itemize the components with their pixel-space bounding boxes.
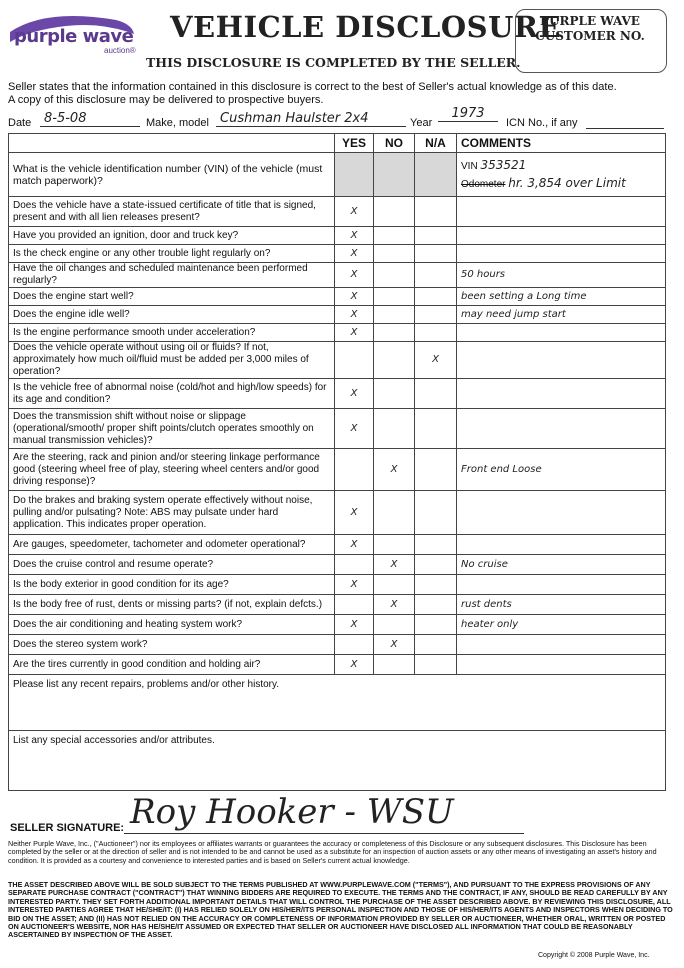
no-checkbox[interactable] bbox=[374, 197, 415, 227]
yes-header: YES bbox=[335, 134, 374, 153]
table-row bbox=[9, 263, 666, 288]
na-checkbox[interactable] bbox=[415, 245, 457, 263]
no-checkbox[interactable] bbox=[374, 227, 415, 245]
table-row bbox=[9, 409, 666, 449]
na-checkbox[interactable] bbox=[415, 306, 457, 324]
repairs-cell[interactable] bbox=[9, 675, 666, 731]
no-checkbox[interactable] bbox=[374, 324, 415, 342]
question-text: Does the cruise control and resume operate? bbox=[9, 555, 335, 575]
yes-checkbox[interactable]: X bbox=[335, 227, 374, 245]
question-text: Does the transmission shift without noise or slippage (operational/smooth/ proper shift points/clutch operates smoothly on manual transmission vehicles)? bbox=[9, 409, 335, 449]
repairs-label: Please list any recent repairs, problems and/or other history. bbox=[13, 679, 280, 690]
make-label: Make, model bbox=[146, 117, 209, 129]
disclaimer-text: Neither Purple Wave, Inc., ("Auctioneer") nor its employees or affiliates warrants or guarantees the accuracy or completeness of this Disclosure or any subsequent disclosures. This Disclosure has been completed by the seller or at the direction of seller and is not intended to be and cannot be used as a substitute for an inspection of auction assets or any other means of investigating an asset's history and condition. It is provided as a courtesy and convenience to interested parties and is based on Seller's current actual knowledge. bbox=[8, 839, 657, 865]
shaded-cell bbox=[415, 153, 457, 197]
na-checkbox[interactable] bbox=[415, 197, 457, 227]
table-row bbox=[9, 575, 666, 595]
vin-label: VIN bbox=[461, 160, 478, 172]
na-checkbox[interactable] bbox=[415, 449, 457, 491]
question-text: Are the steering, rack and pinion and/or steering linkage performance good (steering wheel free of play, steering wheel centers and/or good driving response)? bbox=[9, 449, 335, 491]
year-field[interactable]: 1973 bbox=[438, 106, 498, 122]
year-label: Year bbox=[410, 117, 433, 129]
date-label: Date bbox=[8, 117, 32, 129]
yes-checkbox[interactable]: X bbox=[335, 288, 374, 306]
signature-label: SELLER SIGNATURE: bbox=[10, 822, 125, 834]
question-text: Does the air conditioning and heating system work? bbox=[9, 615, 335, 635]
na-checkbox[interactable] bbox=[415, 615, 457, 635]
na-checkbox[interactable] bbox=[415, 263, 457, 288]
na-checkbox[interactable] bbox=[415, 288, 457, 306]
make-model-field[interactable]: Cushman Haulster 2x4 bbox=[216, 111, 406, 127]
no-header: NO bbox=[374, 134, 415, 153]
no-checkbox[interactable] bbox=[374, 491, 415, 535]
vin-question: What is the vehicle identification number (VIN) of the vehicle (must match paperwork)? bbox=[9, 153, 335, 197]
no-checkbox[interactable] bbox=[374, 655, 415, 675]
yes-checkbox[interactable]: X bbox=[335, 379, 374, 409]
na-checkbox[interactable]: X bbox=[415, 342, 457, 379]
comment-field[interactable] bbox=[457, 535, 666, 555]
table-row bbox=[9, 595, 666, 615]
comment-field[interactable] bbox=[457, 655, 666, 675]
repairs-row bbox=[9, 675, 666, 731]
no-checkbox[interactable]: X bbox=[374, 635, 415, 655]
table-row bbox=[9, 535, 666, 555]
comment-field[interactable] bbox=[457, 491, 666, 535]
terms-text: THE ASSET DESCRIBED ABOVE WILL BE SOLD SUBJECT TO THE TERMS PUBLISHED AT WWW.PURPLEWAVE.COM ("TERMS"), AND PURSUANT TO THE EXPRESS PROVISIONS OF ANY SEPARATE PURCHASE CONTRACT ("CONTRACT") THAT WINNING BIDDERS ARE REQUIRED TO EXECUTE. THE TERMS AND THE CONTRACT, IF ANY, SHOULD BE READ CAREFULLY BY ANY INTERESTED PARTY. THEY SET FORTH ADDITIONAL IMPORTANT DETAILS THAT WILL CONTROL THE PURCHASE OF THE ASSET DESCRIBED ABOVE. BY REVIEWING THIS DISCLOSURE, ALL INTERESTED PARTIES AGREE THAT HE/SHE/IT: (I) HAS RELIED SOLELY ON HIS/HER/ITS PERSONAL INSPECTION AND THOSE OF HIS/HER/ITS AGENTS AND INSPECTORS WHEN DECIDING TO BID ON THE ASSET; AND (II) HAS NOT RELIED ON THE ACCURACY OR COMPLETENESS OF INFORMATION PROVIDED BY SELLER OR AUCTIONEER, WHETHER ORAL, WRITTEN OR POSTED ON AUCTIONEER'S WEBSITE, NOR HAS HE/SHE/IT ASSUMED OR EXPECTED THAT SELLER OR AUCTIONEER HAVE DISCLOSED ALL INFORMATION THAT COULD BE REASONABLY ASCERTAINED BY INSPECTION OF THE ASSET. bbox=[8, 880, 673, 940]
table-row bbox=[9, 491, 666, 535]
question-text: Is the engine performance smooth under acceleration? bbox=[9, 324, 335, 342]
question-text: Does the engine idle well? bbox=[9, 306, 335, 324]
vin-comments[interactable] bbox=[457, 153, 666, 197]
na-checkbox[interactable] bbox=[415, 379, 457, 409]
signature-line bbox=[124, 833, 524, 834]
question-text: Does the vehicle operate without using oil or fluids? If not, approximately how much oil/fluid must be added per 3,000 miles of operation? bbox=[9, 342, 335, 379]
accessories-row bbox=[9, 731, 666, 791]
odometer-label: Odometer bbox=[461, 178, 506, 190]
customer-number-label: PURPLE WAVE CUSTOMER NO. bbox=[535, 14, 645, 43]
comment-field[interactable]: heater only bbox=[457, 615, 666, 635]
no-checkbox[interactable] bbox=[374, 409, 415, 449]
table-row bbox=[9, 379, 666, 409]
no-checkbox[interactable]: X bbox=[374, 595, 415, 615]
comment-field[interactable] bbox=[457, 227, 666, 245]
na-checkbox[interactable] bbox=[415, 635, 457, 655]
accessories-label: List any special accessories and/or attributes. bbox=[13, 735, 215, 746]
no-checkbox[interactable] bbox=[374, 535, 415, 555]
comment-field[interactable] bbox=[457, 342, 666, 379]
accessories-cell[interactable] bbox=[9, 731, 666, 791]
na-header: N/A bbox=[415, 134, 457, 153]
question-header bbox=[9, 134, 335, 153]
yes-checkbox[interactable]: X bbox=[335, 324, 374, 342]
na-checkbox[interactable] bbox=[415, 324, 457, 342]
comment-field[interactable]: may need jump start bbox=[457, 306, 666, 324]
yes-checkbox[interactable]: X bbox=[335, 409, 374, 449]
table-row bbox=[9, 635, 666, 655]
copyright: Copyright © 2008 Purple Wave, Inc. bbox=[538, 952, 650, 959]
yes-checkbox[interactable]: X bbox=[335, 575, 374, 595]
date-field[interactable]: 8-5-08 bbox=[40, 111, 140, 127]
icn-label: ICN No., if any bbox=[506, 117, 578, 129]
question-text: Is the vehicle free of abnormal noise (cold/hot and high/low speeds) for its age and condition? bbox=[9, 379, 335, 409]
yes-checkbox[interactable]: X bbox=[335, 306, 374, 324]
comment-field[interactable] bbox=[457, 379, 666, 409]
no-checkbox[interactable] bbox=[374, 306, 415, 324]
yes-checkbox[interactable]: X bbox=[335, 245, 374, 263]
table-row bbox=[9, 306, 666, 324]
yes-checkbox[interactable] bbox=[335, 635, 374, 655]
na-checkbox[interactable] bbox=[415, 227, 457, 245]
question-text: Have the oil changes and scheduled maintenance been performed regularly? bbox=[9, 263, 335, 288]
comment-field[interactable]: Front end Loose bbox=[457, 449, 666, 491]
table-row bbox=[9, 245, 666, 263]
table-row bbox=[9, 615, 666, 635]
yes-checkbox[interactable]: X bbox=[335, 197, 374, 227]
no-checkbox[interactable] bbox=[374, 379, 415, 409]
question-text: Are gauges, speedometer, tachometer and odometer operational? bbox=[9, 535, 335, 555]
shaded-cell bbox=[374, 153, 415, 197]
table-row bbox=[9, 227, 666, 245]
na-checkbox[interactable] bbox=[415, 575, 457, 595]
yes-checkbox[interactable]: X bbox=[335, 263, 374, 288]
shaded-cell bbox=[335, 153, 374, 197]
table-row bbox=[9, 342, 666, 379]
table-header bbox=[9, 134, 666, 153]
logo-subtext: auction® bbox=[104, 46, 136, 55]
table-row bbox=[9, 449, 666, 491]
yes-checkbox[interactable] bbox=[335, 342, 374, 379]
na-checkbox[interactable] bbox=[415, 655, 457, 675]
comment-field[interactable] bbox=[457, 635, 666, 655]
table-row bbox=[9, 197, 666, 227]
no-checkbox[interactable] bbox=[374, 263, 415, 288]
table-row bbox=[9, 324, 666, 342]
comment-field[interactable]: No cruise bbox=[457, 555, 666, 575]
yes-checkbox[interactable]: X bbox=[335, 615, 374, 635]
question-text: Do the brakes and braking system operate effectively without noise, pulling and/or pulsating? Note: ABS may pulsate under hard application. This indicates proper operation. bbox=[9, 491, 335, 535]
no-checkbox[interactable]: X bbox=[374, 555, 415, 575]
table-row bbox=[9, 288, 666, 306]
na-checkbox[interactable] bbox=[415, 409, 457, 449]
question-text: Does the stereo system work? bbox=[9, 635, 335, 655]
yes-checkbox[interactable] bbox=[335, 555, 374, 575]
yes-checkbox[interactable]: X bbox=[335, 535, 374, 555]
no-checkbox[interactable] bbox=[374, 615, 415, 635]
odometer-value[interactable]: hr. 3,854 over Limit bbox=[508, 175, 626, 190]
na-checkbox[interactable] bbox=[415, 555, 457, 575]
question-text: Is the check engine or any other trouble light regularly on? bbox=[9, 245, 335, 263]
yes-checkbox[interactable] bbox=[335, 595, 374, 615]
comment-field[interactable]: been setting a Long time bbox=[457, 288, 666, 306]
intro-text: Seller states that the information contained in this disclosure is correct to the best of Seller's actual knowledge as of this date. A copy of this disclosure may be delivered to prospective buyers. bbox=[8, 81, 617, 106]
na-checkbox[interactable] bbox=[415, 491, 457, 535]
seller-signature[interactable]: Roy Hooker - WSU bbox=[130, 792, 454, 832]
na-checkbox[interactable] bbox=[415, 595, 457, 615]
comment-field[interactable]: 50 hours bbox=[457, 263, 666, 288]
vin-value[interactable]: 353521 bbox=[480, 157, 527, 172]
question-text: Is the body exterior in good condition for its age? bbox=[9, 575, 335, 595]
yes-checkbox[interactable] bbox=[335, 449, 374, 491]
no-checkbox[interactable] bbox=[374, 245, 415, 263]
yes-checkbox[interactable]: X bbox=[335, 491, 374, 535]
comment-field[interactable] bbox=[457, 197, 666, 227]
question-text: Does the vehicle have a state-issued certificate of title that is signed, present and with all lien releases present? bbox=[9, 197, 335, 227]
question-text: Have you provided an ignition, door and truck key? bbox=[9, 227, 335, 245]
page-subtitle: THIS DISCLOSURE IS COMPLETED BY THE SELLER. bbox=[146, 55, 521, 70]
table-row bbox=[9, 555, 666, 575]
no-checkbox[interactable]: X bbox=[374, 449, 415, 491]
no-checkbox[interactable] bbox=[374, 288, 415, 306]
comment-field[interactable] bbox=[457, 324, 666, 342]
comment-field[interactable] bbox=[457, 245, 666, 263]
disclosure-table bbox=[8, 133, 666, 791]
icn-field[interactable] bbox=[586, 128, 664, 129]
page-title: VEHICLE DISCLOSURE bbox=[170, 10, 562, 44]
question-text: Are the tires currently in good condition and holding air? bbox=[9, 655, 335, 675]
comment-field[interactable] bbox=[457, 575, 666, 595]
comment-field[interactable]: rust dents bbox=[457, 595, 666, 615]
na-checkbox[interactable] bbox=[415, 535, 457, 555]
question-text: Does the engine start well? bbox=[9, 288, 335, 306]
vin-row bbox=[9, 153, 666, 197]
yes-checkbox[interactable]: X bbox=[335, 655, 374, 675]
comments-header: COMMENTS bbox=[457, 134, 666, 153]
table-row bbox=[9, 655, 666, 675]
no-checkbox[interactable] bbox=[374, 342, 415, 379]
question-text: Is the body free of rust, dents or missing parts? (if not, explain defcts.) bbox=[9, 595, 335, 615]
logo-text: purple wave bbox=[14, 26, 134, 47]
comment-field[interactable] bbox=[457, 409, 666, 449]
no-checkbox[interactable] bbox=[374, 575, 415, 595]
